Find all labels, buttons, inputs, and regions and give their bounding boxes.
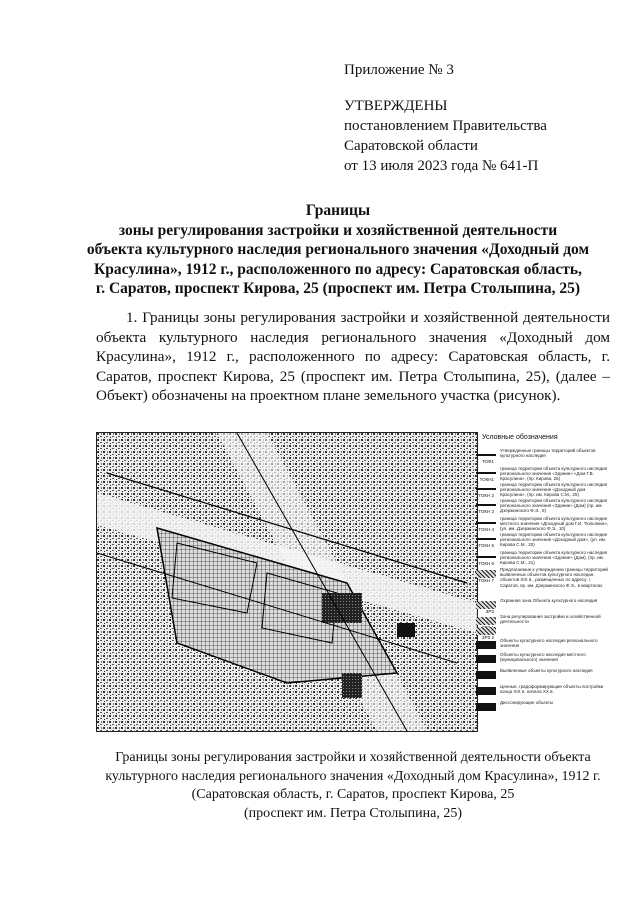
legend-title: Условные обозначения [482, 434, 558, 441]
legend-code: ТОКН 4 [478, 527, 494, 532]
legend-text: Ценные, градоформирующие объекты постройки конца XIX в. начала XX в. [500, 684, 604, 695]
legend-swatch [476, 522, 496, 524]
legend-code: ТОКН 7 [478, 578, 494, 583]
body-paragraph: 1. Границы зоны регулирования застройки и хозяйственной деятельности объекта культурного наследия регионального значения «Доходный дом Красулина», 1912 г., расположенного по адресу: Саратовская область, г. Саратов, проспект Кирова, 25 (проспект им. Петра Столыпина, 25), (далее – Объект) обозначены на проектном плане земельного участка (рисунок). [96, 309, 610, 404]
legend-text: Предлагаемые к утверждению границы территорий выявленных объектов культурного наследия, объектов XIX в., размещенных по адресу: г. Саратов, пр. им. Дзержинского Ф.Э., в кварталах [500, 567, 608, 588]
caption-line: культурного наследия регионального значения «Доходный дом Красулина», 1912 г. [105, 768, 601, 784]
legend-code: ТОКН 5 [478, 543, 494, 548]
figure-caption [80, 749, 626, 823]
legend-swatch [476, 570, 496, 578]
caption-line: (проспект им. Петра Столыпина, 25) [244, 805, 462, 821]
caption-line: Границы зоны регулирования застройки и хозяйственной деятельности объекта [115, 750, 591, 765]
legend-swatch [476, 472, 496, 474]
approval-line: постановлением Правительства [344, 118, 547, 134]
legend-swatch [476, 687, 496, 695]
legend-swatch [476, 627, 496, 635]
legend-swatch [476, 454, 496, 456]
legend-swatch [476, 655, 496, 663]
map-legend [472, 432, 614, 732]
legend-code: ТОКН1 [479, 477, 494, 482]
legend-swatch [476, 556, 496, 558]
appendix-label: Приложение № 3 [344, 62, 454, 78]
approval-date: от 13 июля 2023 года № 641-П [344, 158, 539, 174]
approval-line: Саратовской области [344, 138, 478, 154]
title-line: Красулина», 1912 г., расположенного по адресу: Саратовская область, [94, 260, 582, 278]
title-line: Границы [305, 202, 371, 219]
legend-code: ТОКН 2 [478, 493, 494, 498]
legend-text: граница территории объекта культурного наследия регионального значения «Здание» «Дом Г.В. Красулина», (пр. Кирова, 25) [500, 466, 608, 482]
legend-code: ЗРЗ [485, 609, 494, 614]
legend-text: граница территории объекта культурного наследия регионального значения «Здание» (Дом), (пр. им. Кирова С.М., 21) [500, 550, 608, 566]
map-figure [96, 432, 614, 732]
title-line: зоны регулирования застройки и хозяйственной деятельности [118, 221, 558, 239]
legend-text: граница территории объекта культурного наследия регионального значения «Доходный дом Красулина», (пр. им. Кирова С.М., 25) [500, 482, 608, 498]
legend-text: Зона регулирования застройки и хозяйственной деятельности [500, 614, 601, 625]
site-plan-map [96, 432, 478, 732]
legend-code: ТОКН 6 [478, 561, 494, 566]
legend-swatch [476, 671, 496, 679]
legend-swatch [476, 641, 496, 649]
legend-text: Выявленные объекты культурного наследия [500, 668, 593, 673]
legend-code: ТОКН 3 [478, 509, 494, 514]
legend-swatch [476, 601, 496, 609]
legend-swatch [476, 538, 496, 540]
legend-text: Объекты культурного наследия регионального значения [500, 638, 598, 649]
legend-swatch [476, 488, 496, 490]
legend-swatch [476, 504, 496, 506]
title-line: г. Саратов, проспект Кирова, 25 (проспект им. Петра Столыпина, 25) [95, 280, 581, 297]
legend-text: Объекты культурного наследия местного (муниципального) значения [500, 652, 586, 663]
legend-text: граница территории объекта культурного наследия местного значения «Доходный дом Г.И. Тюльпина», (ул. им. Дзержинского Ф.Э., 10) [500, 516, 609, 532]
legend-text: Утвержденные границы территорий объектов культурного наследия [500, 448, 596, 459]
legend-item [474, 700, 612, 722]
legend-text: Диссонирующие объекты [500, 700, 554, 705]
legend-code: ТОФ1 [482, 459, 494, 464]
title-line: объекта культурного наследия регионального значения «Доходный дом [86, 241, 590, 258]
caption-line: (Саратовская область, г. Саратов, проспект Кирова, 25 [191, 787, 515, 802]
approval-block [344, 60, 547, 176]
legend-code: ЗРЗ 2 [481, 635, 494, 640]
legend-text: Охранная зона Объекта культурного наследия [500, 598, 598, 603]
legend-item [474, 567, 612, 589]
legend-text: граница территории объекта культурного наследия регионального значения «Здание» (Дом) (пр. им. Дзержинского Ф.Э., 8) [500, 498, 608, 514]
approved-label: УТВЕРЖДЕНЫ [344, 98, 448, 114]
legend-swatch [476, 703, 496, 711]
document-title [64, 201, 612, 299]
legend-text: граница территории объекта культурного наследия регионального значения «Доходный дом», (ул. им. Кирова С.М., 20) [500, 532, 608, 548]
